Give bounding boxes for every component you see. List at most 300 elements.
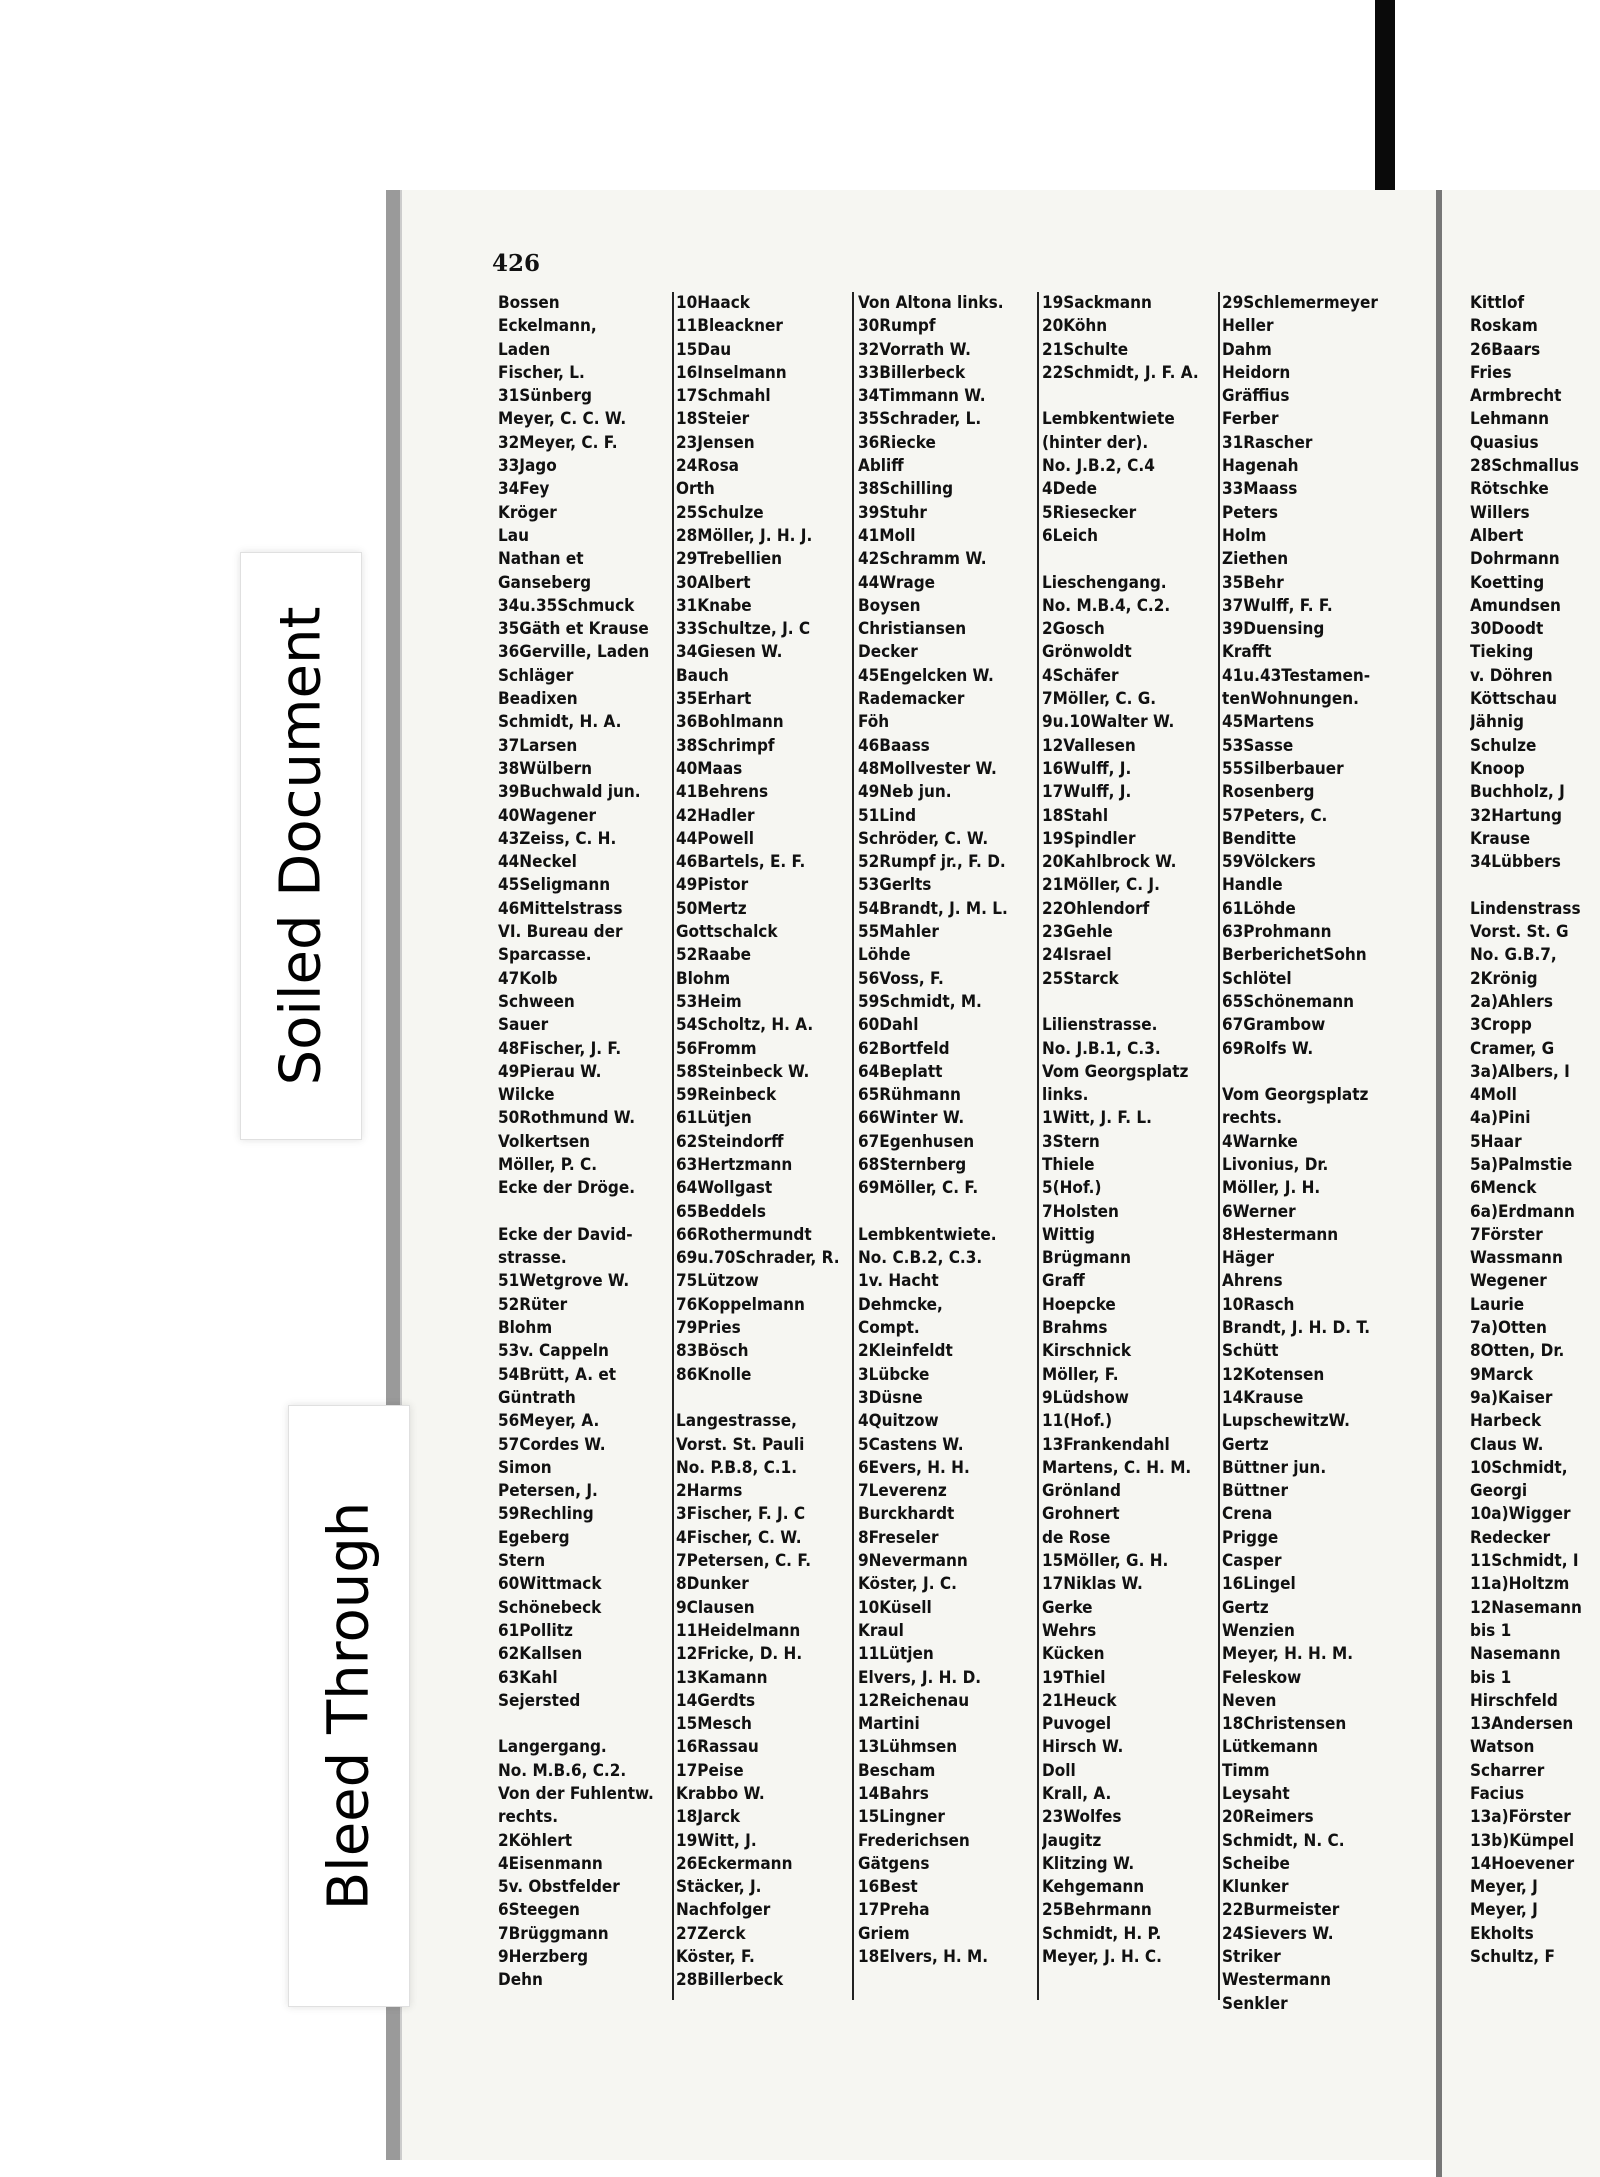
directory-entry: Wilcke xyxy=(498,1085,555,1106)
directory-entry: 45Seligmann xyxy=(498,875,611,896)
directory-entry: 3Cropp xyxy=(1470,1015,1532,1036)
directory-entry: Neven xyxy=(1222,1690,1277,1711)
directory-entry: 53Gerlts xyxy=(858,875,932,896)
directory-entry: 62Bortfeld xyxy=(858,1038,950,1059)
directory-entry: 35Behr xyxy=(1222,572,1284,593)
directory-entry xyxy=(1042,385,1216,408)
directory-entry: 5a)Palmstie xyxy=(1470,1154,1573,1175)
directory-entry: 56Voss, F. xyxy=(858,968,944,989)
directory-entry: 15Mesch xyxy=(676,1714,752,1735)
directory-entry: 67Egenhusen xyxy=(858,1131,975,1152)
directory-entry: 17Peise xyxy=(676,1760,744,1781)
directory-entry: 36Gerville, Laden xyxy=(498,642,650,663)
directory-entry: 11a)Holtzm xyxy=(1470,1574,1570,1595)
directory-entry: 13Andersen xyxy=(1470,1714,1574,1735)
directory-entry: 62Steindorff xyxy=(676,1131,784,1152)
directory-entry: 2Gosch xyxy=(1042,619,1105,640)
directory-entry: 31Knabe xyxy=(676,595,752,616)
directory-entry: 46Mittelstrass xyxy=(498,898,623,919)
directory-entry: 45Martens xyxy=(1222,712,1315,733)
directory-entry: 64Wollgast xyxy=(676,1178,773,1199)
directory-entry: 7Petersen, C. F. xyxy=(676,1551,812,1572)
directory-entry: Büttner jun. xyxy=(1222,1457,1327,1478)
directory-entry: 36Riecke xyxy=(858,432,936,453)
directory-entry: Grönwoldt xyxy=(1042,642,1132,663)
directory-entry: strasse. xyxy=(498,1248,567,1269)
directory-entry: Meyer, H. H. M. xyxy=(1222,1644,1354,1665)
directory-entry: 63Hertzmann xyxy=(676,1154,793,1175)
directory-entry: Boysen xyxy=(858,595,921,616)
directory-entry: Sejersted xyxy=(498,1690,581,1711)
directory-entry: Lembkentwiete xyxy=(1042,409,1175,430)
directory-entry: Scheibe xyxy=(1222,1853,1290,1874)
directory-entry: 7a)Otten xyxy=(1470,1318,1547,1339)
directory-entry: 7Förster xyxy=(1470,1224,1543,1245)
directory-entry: Schultz, F xyxy=(1470,1947,1555,1968)
directory-entry: Cramer, G xyxy=(1470,1038,1555,1059)
directory-entry xyxy=(498,1713,670,1736)
directory-entry: 24Sievers W. xyxy=(1222,1923,1334,1944)
directory-entry: 17Wulff, J. xyxy=(1042,782,1132,803)
directory-entry: 21Heuck xyxy=(1042,1690,1117,1711)
directory-entry: 21Schulte xyxy=(1042,339,1129,360)
directory-entry: 25Starck xyxy=(1042,968,1119,989)
directory-entry: Rademacker xyxy=(858,689,965,710)
directory-entry: 32Hartung xyxy=(1470,805,1562,826)
directory-entry: Nathan et xyxy=(498,549,584,570)
directory-entry: 12Fricke, D. H. xyxy=(676,1644,803,1665)
directory-entry: 6Leich xyxy=(1042,525,1098,546)
directory-entry: 22Ohlendorf xyxy=(1042,898,1150,919)
directory-entry: 60Dahl xyxy=(858,1015,919,1036)
directory-entry: 41Moll xyxy=(858,525,916,546)
directory-entry: Orth xyxy=(676,479,715,500)
directory-entry: Eckelmann, xyxy=(498,316,597,337)
directory-entry: Casper xyxy=(1222,1551,1282,1572)
directory-entry: 15Dau xyxy=(676,339,732,360)
directory-entry: Wenzien xyxy=(1222,1620,1295,1641)
directory-entry: 33Maass xyxy=(1222,479,1298,500)
directory-entry: 66Winter W. xyxy=(858,1108,965,1129)
directory-entry: BerberichetSohn xyxy=(1222,945,1367,966)
directory-entry: 16Lingel xyxy=(1222,1574,1296,1595)
directory-entry: Dehn xyxy=(498,1970,543,1991)
directory-entry: Jaugitz xyxy=(1042,1830,1102,1851)
directory-column-1 xyxy=(498,292,670,1993)
directory-entry: Ganseberg xyxy=(498,572,592,593)
directory-entry: 30Albert xyxy=(676,572,751,593)
directory-entry: 31Rascher xyxy=(1222,432,1313,453)
directory-entry: 6Menck xyxy=(1470,1178,1537,1199)
directory-entry: 7Holsten xyxy=(1042,1201,1119,1222)
directory-entry: Schläger xyxy=(498,665,574,686)
directory-entry: 10Rasch xyxy=(1222,1294,1295,1315)
directory-entry: 43Zeiss, C. H. xyxy=(498,828,617,849)
directory-entry: Fries xyxy=(1470,362,1512,383)
directory-entry: Dehmcke, xyxy=(858,1294,943,1315)
directory-entry: 26Baars xyxy=(1470,339,1541,360)
directory-entry: Schween xyxy=(498,991,575,1012)
directory-entry: Meyer, C. C. W. xyxy=(498,409,627,430)
directory-entry: Striker xyxy=(1222,1947,1281,1968)
directory-entry: 8Dunker xyxy=(676,1574,749,1595)
directory-entry: Kröger xyxy=(498,502,557,523)
directory-entry: Köster, J. C. xyxy=(858,1574,957,1595)
directory-entry: Meyer, J xyxy=(1470,1877,1538,1898)
directory-entry: Föh xyxy=(858,712,890,733)
directory-entry: Martini xyxy=(858,1714,920,1735)
directory-entry: 50Rothmund W. xyxy=(498,1108,636,1129)
directory-entry: 57Peters, C. xyxy=(1222,805,1328,826)
directory-entry: 86Knolle xyxy=(676,1364,752,1385)
directory-entry: Albert xyxy=(1470,525,1524,546)
directory-entry: 12Kotensen xyxy=(1222,1364,1325,1385)
directory-entry: 20Kahlbrock W. xyxy=(1042,852,1177,873)
directory-entry: 34Timmann W. xyxy=(858,386,986,407)
directory-entry: Quasius xyxy=(1470,432,1539,453)
directory-entry: Köster, F. xyxy=(676,1947,755,1968)
column-rule xyxy=(1037,292,1039,2000)
directory-entry: Sauer xyxy=(498,1015,549,1036)
directory-entry: 36Bohlmann xyxy=(676,712,784,733)
directory-entry: Schmidt, H. P. xyxy=(1042,1923,1162,1944)
directory-entry: Hagenah xyxy=(1222,456,1299,477)
directory-entry: Schönebeck xyxy=(498,1597,602,1618)
directory-entry: 27Zerck xyxy=(676,1923,746,1944)
directory-entry: 52Rüter xyxy=(498,1294,568,1315)
directory-entry: 21Möller, C. J. xyxy=(1042,875,1160,896)
directory-entry: 35Schrader, L. xyxy=(858,409,982,430)
directory-entry: Puvogel xyxy=(1042,1714,1112,1735)
directory-entry: Ferber xyxy=(1222,409,1279,430)
directory-entry: 83Bösch xyxy=(676,1341,749,1362)
directory-entry: Möller, P. C. xyxy=(498,1154,598,1175)
directory-entry: 23Wolfes xyxy=(1042,1807,1122,1828)
directory-entry: Wegener xyxy=(1470,1271,1547,1292)
directory-entry: 8Otten, Dr. xyxy=(1470,1341,1565,1362)
directory-entry: Doll xyxy=(1042,1760,1076,1781)
directory-entry: Blohm xyxy=(498,1318,553,1339)
directory-entry: 12Vallesen xyxy=(1042,735,1136,756)
directory-entry: Löhde xyxy=(858,945,911,966)
directory-entry: Gertz xyxy=(1222,1434,1269,1455)
directory-entry: 54Brütt, A. et xyxy=(498,1364,617,1385)
directory-entry: 9Lüdshow xyxy=(1042,1387,1129,1408)
directory-entry: 40Maas xyxy=(676,758,743,779)
directory-entry: 51Lind xyxy=(858,805,917,826)
directory-entry: Langestrasse, xyxy=(676,1411,797,1432)
directory-entry: v. Döhren xyxy=(1470,665,1553,686)
directory-entry: 5v. Obstfelder xyxy=(498,1877,620,1898)
directory-entry: Stäcker, J. xyxy=(676,1877,762,1898)
directory-entry: Fischer, L. xyxy=(498,362,585,383)
directory-entry: 8Hestermann xyxy=(1222,1224,1339,1245)
directory-entry: 10Küsell xyxy=(858,1597,932,1618)
directory-entry: Vom Georgsplatz xyxy=(1042,1061,1189,1082)
directory-entry: 6Evers, H. H. xyxy=(858,1457,970,1478)
directory-entry: 24Rosa xyxy=(676,456,739,477)
directory-entry: 64Beplatt xyxy=(858,1061,943,1082)
directory-entry: 46Bartels, E. F. xyxy=(676,852,806,873)
directory-entry: 13Frankendahl xyxy=(1042,1434,1170,1455)
directory-entry: 10Haack xyxy=(676,293,750,313)
directory-column-5 xyxy=(1222,292,1402,2016)
directory-entry: Blohm xyxy=(676,968,731,989)
directory-entry: 39Duensing xyxy=(1222,619,1325,640)
directory-entry: 40Wagener xyxy=(498,805,597,826)
directory-entry: Häger xyxy=(1222,1248,1274,1269)
bleed-through-text: Bleed Through xyxy=(316,1501,382,1911)
directory-entry: 2Harms xyxy=(676,1481,743,1502)
directory-entry: 31Sünberg xyxy=(498,386,592,407)
directory-entry: 19Witt, J. xyxy=(676,1830,757,1851)
directory-entry: Tieking xyxy=(1470,642,1534,663)
directory-entry: 55Silberbauer xyxy=(1222,758,1344,779)
directory-entry: Griem xyxy=(858,1923,910,1944)
directory-entry: Kirschnick xyxy=(1042,1341,1132,1362)
directory-entry: Lembkentwiete. xyxy=(858,1224,997,1245)
directory-entry: 34u.35Schmuck xyxy=(498,595,635,616)
directory-entry: 14Hoevener xyxy=(1470,1853,1575,1874)
directory-entry: 19Spindler xyxy=(1042,828,1136,849)
directory-entry: 35Erhart xyxy=(676,689,752,710)
directory-entry: Jähnig xyxy=(1470,712,1524,733)
directory-entry: Wittig xyxy=(1042,1224,1095,1245)
directory-entry: Dohrmann xyxy=(1470,549,1560,570)
directory-entry: 1v. Hacht xyxy=(858,1271,939,1292)
directory-entry: 60Wittmack xyxy=(498,1574,602,1595)
directory-entry: 13Lühmsen xyxy=(858,1737,958,1758)
directory-entry: Möller, J. H. xyxy=(1222,1178,1321,1199)
directory-entry: 16Best xyxy=(858,1877,918,1898)
directory-entry: Koetting xyxy=(1470,572,1545,593)
directory-entry: No. M.B.4, C.2. xyxy=(1042,595,1171,616)
directory-entry: 45Engelcken W. xyxy=(858,665,994,686)
directory-entry: 67Grambow xyxy=(1222,1015,1326,1036)
directory-entry: Bescham xyxy=(858,1760,936,1781)
directory-entry: 59Rechling xyxy=(498,1504,594,1525)
directory-entry xyxy=(1042,991,1216,1014)
directory-entry: Kittlof xyxy=(1470,293,1525,313)
directory-entry: 2a)Ahlers xyxy=(1470,991,1553,1012)
directory-entry: 4Fischer, C. W. xyxy=(676,1527,802,1548)
directory-entry: No. G.B.7, xyxy=(1470,945,1557,966)
directory-entry: 54Brandt, J. M. L. xyxy=(858,898,1008,919)
directory-entry: 29Schlemermeyer xyxy=(1222,293,1378,313)
directory-entry: Nasemann xyxy=(1470,1644,1561,1665)
directory-entry: 1Witt, J. F. L. xyxy=(1042,1108,1152,1129)
directory-entry: 9Herzberg xyxy=(498,1947,589,1968)
directory-entry: 13Kamann xyxy=(676,1667,768,1688)
directory-entry: Bauch xyxy=(676,665,729,686)
directory-entry: 7Leverenz xyxy=(858,1481,947,1502)
directory-entry: LupschewitzW. xyxy=(1222,1411,1350,1432)
directory-entry: Abliff xyxy=(858,456,904,477)
directory-entry: 54Scholtz, H. A. xyxy=(676,1015,814,1036)
directory-column-4 xyxy=(1042,292,1216,1969)
directory-entry: 53Sasse xyxy=(1222,735,1294,756)
directory-entry: Vom Georgsplatz xyxy=(1222,1085,1369,1106)
directory-entry: Schulze xyxy=(1470,735,1537,756)
directory-entry: 55Mahler xyxy=(858,922,939,943)
directory-entry: 52Rumpf jr., F. D. xyxy=(858,852,1006,873)
directory-entry: 2Krönig xyxy=(1470,968,1538,989)
directory-entry: Hirschfeld xyxy=(1470,1690,1558,1711)
directory-entry: 30Rumpf xyxy=(858,316,936,337)
directory-entry: Claus W. xyxy=(1470,1434,1544,1455)
directory-entry: Scharrer xyxy=(1470,1760,1545,1781)
directory-entry: Knoop xyxy=(1470,758,1525,779)
directory-entry: Facius xyxy=(1470,1784,1525,1804)
directory-entry: 35Gäth et Krause xyxy=(498,619,649,640)
directory-entry: 58Steinbeck W. xyxy=(676,1061,810,1082)
directory-entry: No. M.B.6, C.2. xyxy=(498,1760,627,1781)
directory-entry: 18Steier xyxy=(676,409,750,430)
directory-entry: 69Möller, C. F. xyxy=(858,1178,979,1199)
directory-entry: Lehmann xyxy=(1470,409,1550,430)
directory-entry: 23Gehle xyxy=(1042,922,1113,943)
directory-entry: 18Elvers, H. M. xyxy=(858,1947,989,1968)
directory-entry: rechts. xyxy=(498,1807,559,1828)
directory-entry: Amundsen xyxy=(1470,595,1561,616)
directory-entry: Martens, C. H. M. xyxy=(1042,1457,1192,1478)
directory-entry: 65Beddels xyxy=(676,1201,766,1222)
directory-entry: Güntrath xyxy=(498,1387,576,1408)
directory-entry: 76Koppelmann xyxy=(676,1294,805,1315)
directory-entry: 11Lütjen xyxy=(858,1644,934,1665)
directory-entry: Grohnert xyxy=(1042,1504,1120,1525)
directory-entry: Schmidt, N. C. xyxy=(1222,1830,1345,1851)
directory-entry: links. xyxy=(1042,1085,1089,1106)
directory-entry: Vorst. St. Pauli xyxy=(676,1434,805,1455)
directory-entry: 17Schmahl xyxy=(676,386,771,407)
directory-entry: 61Löhde xyxy=(1222,898,1296,919)
directory-entry xyxy=(1470,874,1600,897)
directory-entry: Krause xyxy=(1470,828,1531,849)
directory-entry: Von Altona links. xyxy=(858,293,1004,313)
bleed-through-label xyxy=(288,1405,410,2007)
directory-entry: 33Jago xyxy=(498,456,557,477)
directory-entry: 69u.70Schrader, R. xyxy=(676,1248,840,1269)
directory-entry: Gätgens xyxy=(858,1853,930,1874)
directory-entry: Brandt, J. H. D. T. xyxy=(1222,1318,1371,1339)
directory-entry: 4Eisenmann xyxy=(498,1853,603,1874)
directory-entry: 14Krause xyxy=(1222,1387,1304,1408)
directory-entry: 11Bleackner xyxy=(676,316,783,337)
directory-entry: 32Vorrath W. xyxy=(858,339,971,360)
directory-entry: 15Lingner xyxy=(858,1807,945,1828)
directory-entry: 52Raabe xyxy=(676,945,752,966)
directory-entry: Petersen, J. xyxy=(498,1481,598,1502)
directory-entry: Timm xyxy=(1222,1760,1270,1781)
directory-entry: 18Christensen xyxy=(1222,1714,1347,1735)
directory-entry: Hirsch W. xyxy=(1042,1737,1124,1758)
directory-entry: bis 1 xyxy=(1470,1667,1512,1688)
directory-entry: 49Pistor xyxy=(676,875,749,896)
directory-entry: 4Warnke xyxy=(1222,1131,1298,1152)
directory-entry: 5Haar xyxy=(1470,1131,1522,1152)
directory-entry: 50Mertz xyxy=(676,898,747,919)
directory-entry: Burckhardt xyxy=(858,1504,955,1525)
directory-entry: Leysaht xyxy=(1222,1784,1290,1804)
directory-entry: Feleskow xyxy=(1222,1667,1302,1688)
directory-entry: Gräffius xyxy=(1222,386,1290,407)
directory-entry: bis 1 xyxy=(1470,1620,1512,1641)
directory-entry: 3a)Albers, I xyxy=(1470,1061,1570,1082)
directory-entry: Laden xyxy=(498,339,551,360)
directory-entry: 42Hadler xyxy=(676,805,755,826)
directory-entry: 12Reichenau xyxy=(858,1690,970,1711)
directory-entry: Nachfolger xyxy=(676,1900,771,1921)
directory-entry: 4a)Pini xyxy=(1470,1108,1531,1129)
directory-entry: 9Nevermann xyxy=(858,1551,968,1572)
directory-entry: 4Quitzow xyxy=(858,1411,939,1432)
directory-entry: 18Stahl xyxy=(1042,805,1109,826)
directory-entry: 14Gerdts xyxy=(676,1690,756,1711)
directory-entry: 5Castens W. xyxy=(858,1434,964,1455)
directory-entry: Schmidt, H. A. xyxy=(498,712,622,733)
directory-entry: No. J.B.2, C.4 xyxy=(1042,456,1155,477)
directory-entry: Roskam xyxy=(1470,316,1538,337)
directory-entry: 22Burmeister xyxy=(1222,1900,1340,1921)
directory-entry: 44Neckel xyxy=(498,852,577,873)
directory-entry: 53v. Cappeln xyxy=(498,1341,609,1362)
directory-entry: 28Billerbeck xyxy=(676,1970,784,1991)
directory-entry: 59Völckers xyxy=(1222,852,1316,873)
directory-entry: Meyer, J. H. C. xyxy=(1042,1947,1162,1968)
directory-entry: Gottschalck xyxy=(676,922,778,943)
directory-entry: Compt. xyxy=(858,1318,920,1339)
directory-entry: Sparcasse. xyxy=(498,945,592,966)
directory-entry: Gerke xyxy=(1042,1597,1093,1618)
directory-entry: 25Schulze xyxy=(676,502,764,523)
directory-entry: 79Pries xyxy=(676,1318,741,1339)
directory-entry: 28Möller, J. H. J. xyxy=(676,525,813,546)
directory-entry: 44Powell xyxy=(676,828,754,849)
directory-entry: Lau xyxy=(498,525,529,546)
directory-entry: rechts. xyxy=(1222,1108,1283,1129)
directory-entry: 34Lübbers xyxy=(1470,852,1561,873)
directory-entry: Brahms xyxy=(1042,1318,1108,1339)
directory-entry xyxy=(498,1201,670,1224)
directory-entry: Hoepcke xyxy=(1042,1294,1116,1315)
directory-entry: Stern xyxy=(498,1551,546,1572)
directory-entry: 65Schönemann xyxy=(1222,991,1355,1012)
directory-entry: 38Schrimpf xyxy=(676,735,775,756)
directory-entry: Christiansen xyxy=(858,619,967,640)
directory-entry: 9u.10Walter W. xyxy=(1042,712,1175,733)
directory-entry: 4Moll xyxy=(1470,1085,1517,1106)
directory-entry: Vorst. St. G xyxy=(1470,922,1569,943)
soiled-document-label xyxy=(240,552,362,1140)
directory-entry: 69Rolfs W. xyxy=(1222,1038,1314,1059)
directory-entry: Holm xyxy=(1222,525,1267,546)
directory-entry: 33Schultze, J. C xyxy=(676,619,811,640)
directory-entry: Peters xyxy=(1222,502,1278,523)
directory-entry: Laurie xyxy=(1470,1294,1525,1315)
directory-entry: 39Buchwald jun. xyxy=(498,782,641,803)
directory-entry: 9Marck xyxy=(1470,1364,1533,1385)
directory-entry: 33Billerbeck xyxy=(858,362,966,383)
directory-entry: Klunker xyxy=(1222,1877,1289,1898)
directory-entry: Willers xyxy=(1470,502,1530,523)
directory-entry: Brügmann xyxy=(1042,1248,1132,1269)
directory-entry: 15Möller, G. H. xyxy=(1042,1551,1169,1572)
directory-entry: 62Kallsen xyxy=(498,1644,583,1665)
directory-entry: Thiele xyxy=(1042,1154,1095,1175)
page-number: 426 xyxy=(492,250,541,277)
directory-entry: 48Mollvester W. xyxy=(858,758,997,779)
